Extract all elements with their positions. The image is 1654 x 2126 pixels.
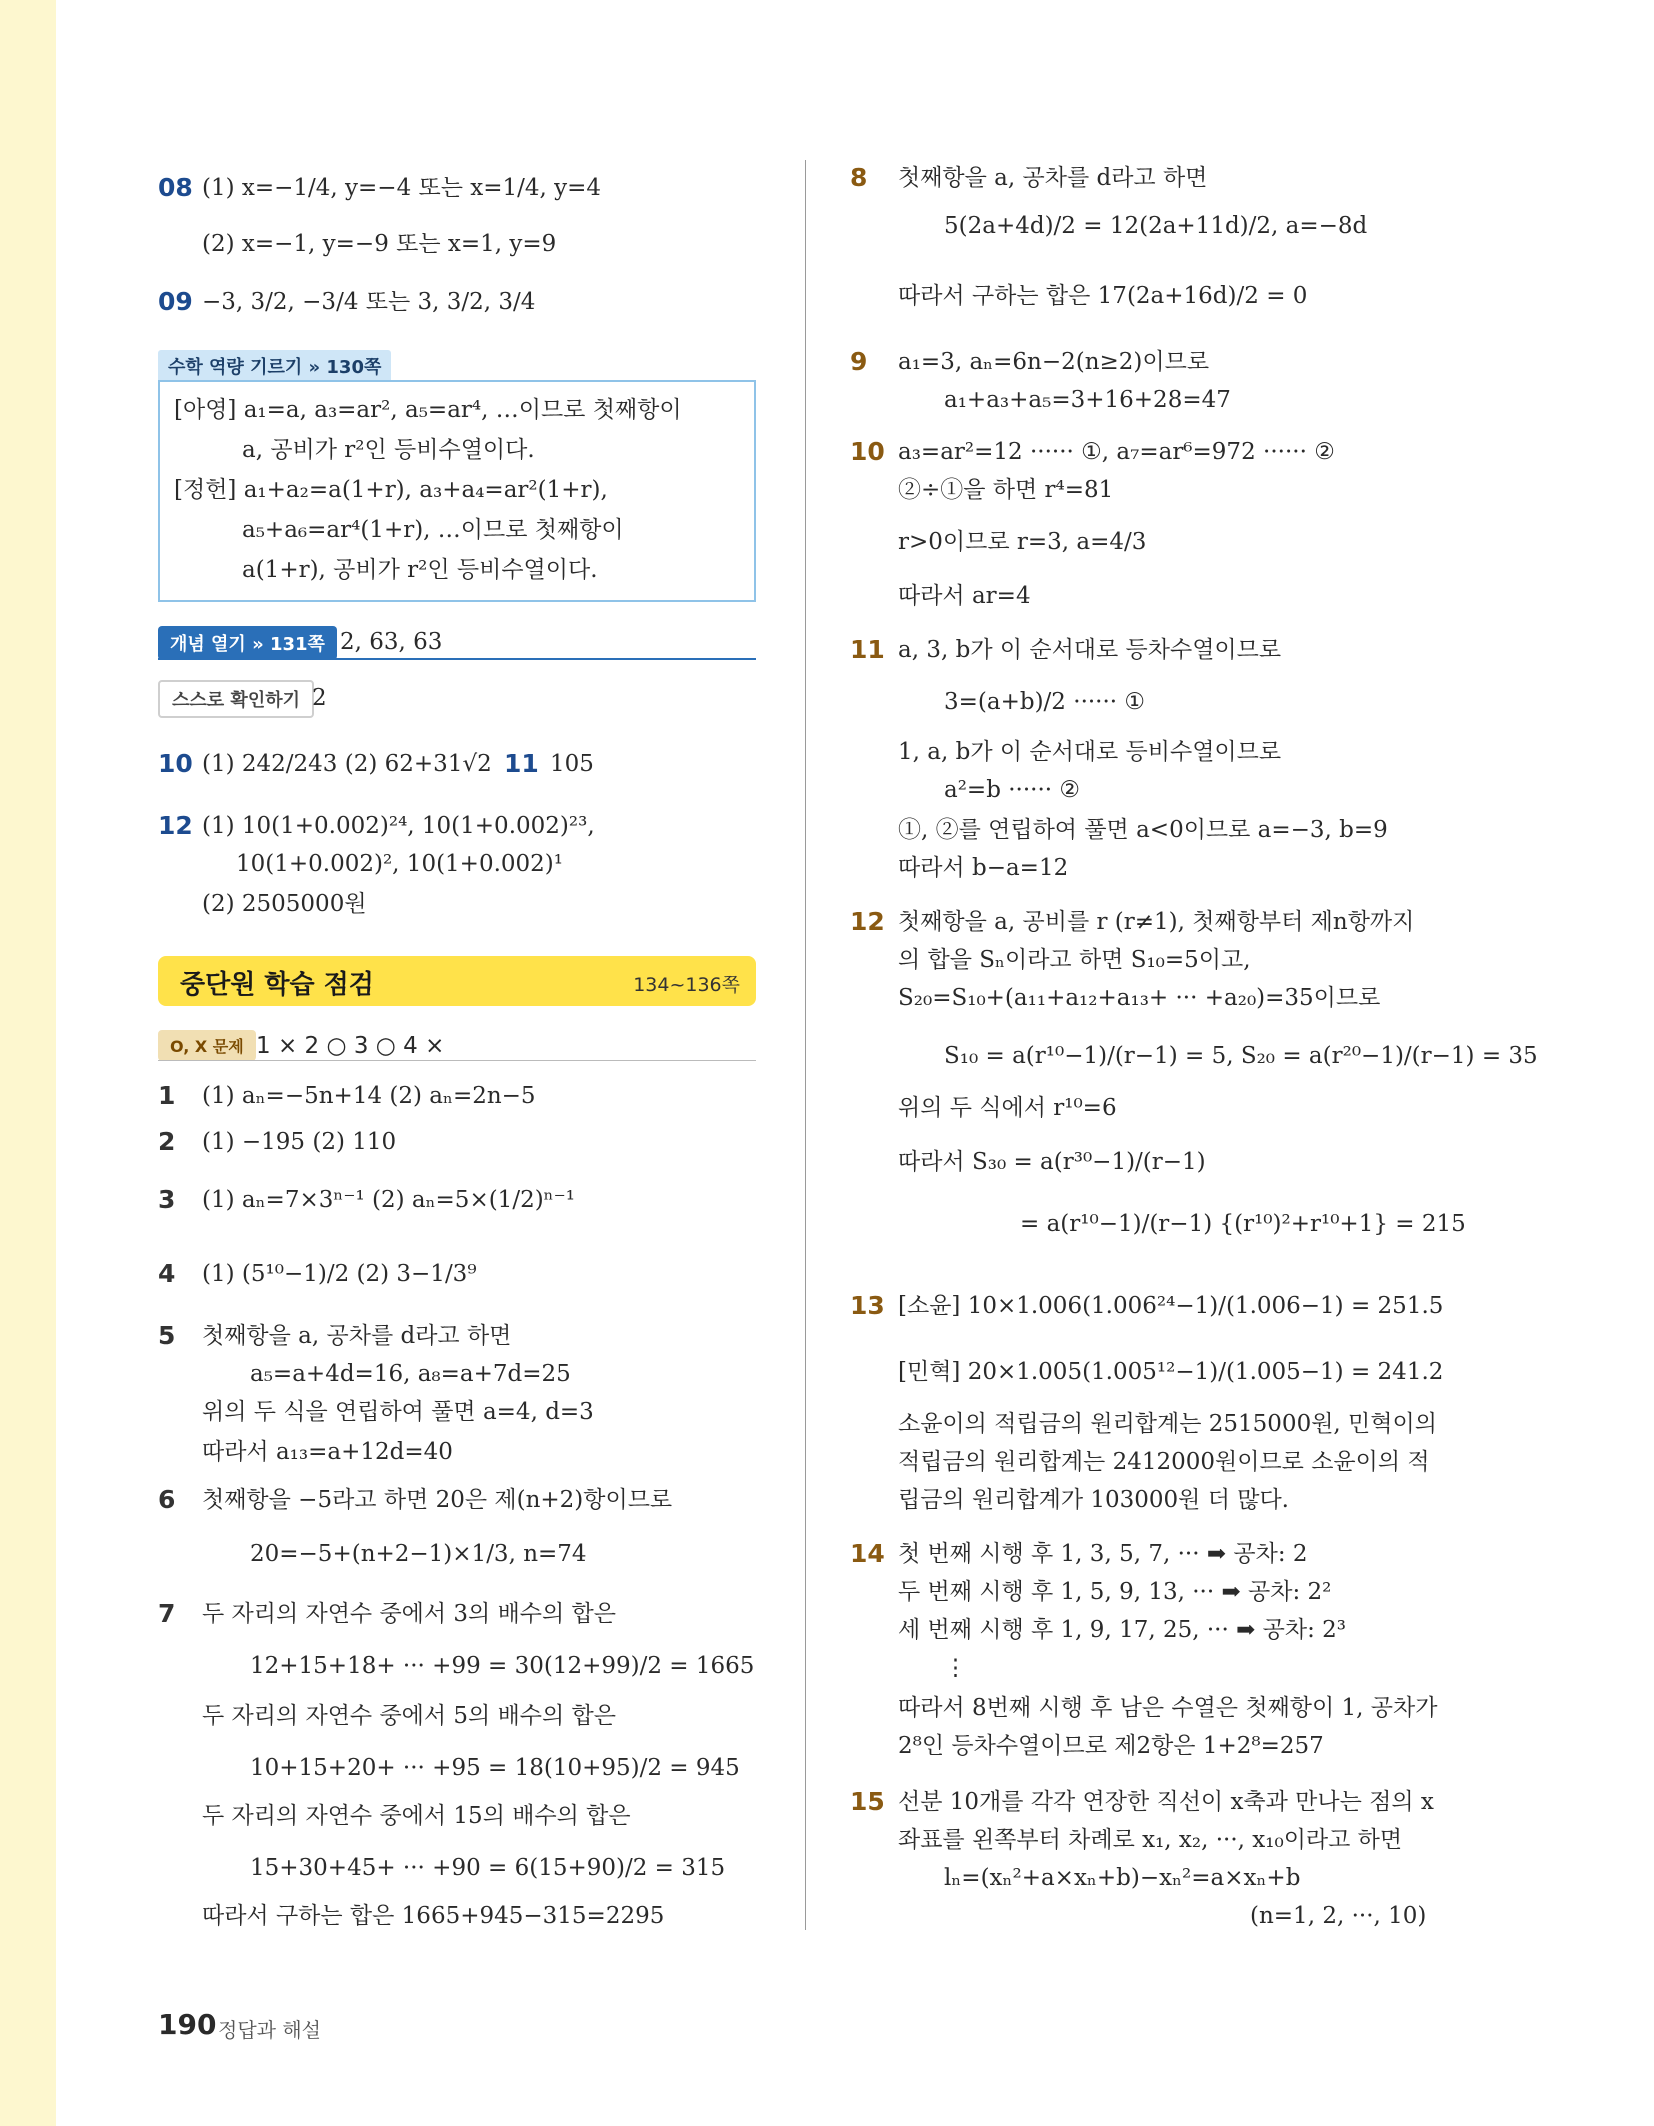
unit-review-banner [158, 956, 756, 1006]
r7-line: 두 자리의 자연수 중에서 3의 배수의 합은 [202, 1601, 616, 1627]
q11-text: 105 [550, 751, 594, 777]
r2-number: 2 [158, 1127, 176, 1156]
q12-number: 12 [158, 811, 193, 840]
q09-line1: −3, 3/2, −3/4 또는 3, 3/2, 3/4 [202, 289, 536, 315]
r7-line: 15+30+45+ ··· +90 = 6(15+90)/2 = 315 [250, 1855, 726, 1881]
r8-number: 8 [850, 163, 868, 192]
r13-line: [소윤] 10×1.006(1.006²⁴−1)/(1.006−1) = 251.5 [898, 1293, 1444, 1319]
competency-line: a, 공비가 r²인 등비수열이다. [242, 437, 535, 463]
footer-label: 정답과 해설 [218, 2018, 321, 2042]
r14-line: 세 번째 시행 후 1, 9, 17, 25, ··· ➡ 공차: 2³ [898, 1617, 1347, 1643]
r9-line: a₁=3, aₙ=6n−2(n≥2)이므로 [898, 349, 1210, 375]
r4-number: 4 [158, 1259, 176, 1288]
ox-underline [158, 1060, 756, 1061]
competency-box [158, 380, 756, 602]
r12-line: = a(r¹⁰−1)/(r−1) {(r¹⁰)²+r¹⁰+1} = 215 [1020, 1211, 1466, 1237]
r4-text: (1) (5¹⁰−1)/2 (2) 3−1/3⁹ [202, 1261, 477, 1287]
r7-line: 12+15+18+ ··· +99 = 30(12+99)/2 = 1665 [250, 1653, 755, 1679]
unit-review-pages: 134~136쪽 [633, 974, 740, 996]
r3-number: 3 [158, 1185, 176, 1214]
r2-text: (1) −195 (2) 110 [202, 1129, 397, 1155]
r8-line: 첫째항을 a, 공차를 d라고 하면 [898, 165, 1208, 191]
r5-line: 위의 두 식을 연립하여 풀면 a=4, d=3 [202, 1399, 594, 1425]
r11-line: ①, ②를 연립하여 풀면 a<0이므로 a=−3, b=9 [898, 817, 1388, 843]
r10-line: 따라서 ar=4 [898, 583, 1031, 609]
r14-line: ⋮ [944, 1655, 967, 1681]
q12-line3: (2) 2505000원 [202, 891, 367, 917]
r11-line: a²=b ······ ② [944, 777, 1081, 803]
q09-number: 09 [158, 287, 193, 316]
r7-number: 7 [158, 1599, 176, 1628]
r8-line: 5(2a+4d)/2 = 12(2a+11d)/2, a=−8d [944, 213, 1368, 239]
r9-number: 9 [850, 347, 868, 376]
r7-line: 두 자리의 자연수 중에서 15의 배수의 합은 [202, 1803, 631, 1829]
r15-line: 좌표를 왼쪽부터 차례로 x₁, x₂, ···, x₁₀이라고 하면 [898, 1827, 1403, 1853]
concept-answer: 2, 63, 63 [340, 629, 443, 655]
r7-line: 따라서 구하는 합은 1665+945−315=2295 [202, 1903, 665, 1929]
q12-line2: 10(1+0.002)², 10(1+0.002)¹ [236, 851, 563, 877]
competency-line: [아영] a₁=a, a₃=ar², a₅=ar⁴, …이므로 첫째항이 [174, 397, 682, 423]
r12-line: 첫째항을 a, 공비를 r (r≠1), 첫째항부터 제n항까지 [898, 909, 1415, 935]
r5-line: 첫째항을 a, 공차를 d라고 하면 [202, 1323, 512, 1349]
page-number: 190 [158, 2008, 217, 2041]
r13-line: 적립금의 원리합계는 2412000원이므로 소윤이의 적 [898, 1449, 1430, 1475]
page-side-strip [0, 0, 56, 2126]
competency-line: a₅+a₆=ar⁴(1+r), …이므로 첫째항이 [242, 517, 624, 543]
r5-line: a₅=a+4d=16, a₈=a+7d=25 [250, 1361, 571, 1387]
r10-line: r>0이므로 r=3, a=4/3 [898, 529, 1147, 555]
competency-line: a(1+r), 공비가 r²인 등비수열이다. [242, 557, 598, 583]
r7-line: 두 자리의 자연수 중에서 5의 배수의 합은 [202, 1703, 616, 1729]
r11-line: 따라서 b−a=12 [898, 855, 1069, 881]
r11-line: a, 3, b가 이 순서대로 등차수열이므로 [898, 637, 1282, 663]
q08-number: 08 [158, 173, 193, 202]
r14-line: 따라서 8번째 시행 후 남은 수열은 첫째항이 1, 공차가 [898, 1695, 1438, 1721]
r13-line: 립금의 원리합계가 103000원 더 많다. [898, 1487, 1289, 1513]
r14-line: 2⁸인 등차수열이므로 제2항은 1+2⁸=257 [898, 1733, 1324, 1759]
r14-line: 두 번째 시행 후 1, 5, 9, 13, ··· ➡ 공차: 2² [898, 1579, 1332, 1605]
r9-line: a₁+a₃+a₅=3+16+28=47 [944, 387, 1231, 413]
r10-number: 10 [850, 437, 885, 466]
r11-number: 11 [850, 635, 885, 664]
r13-line: 소윤이의 적립금의 원리합계는 2515000원, 민혁이의 [898, 1411, 1437, 1437]
r15-line: (n=1, 2, ···, 10) [1250, 1903, 1427, 1929]
ox-answers: 1 × 2 ○ 3 ○ 4 × [256, 1033, 445, 1059]
r12-line: 의 합을 Sₙ이라고 하면 S₁₀=5이고, [898, 947, 1251, 973]
r12-line: S₁₀ = a(r¹⁰−1)/(r−1) = 5, S₂₀ = a(r²⁰−1)/(r−1) = 35 [944, 1043, 1538, 1069]
r11-line: 3=(a+b)/2 ······ ① [944, 689, 1146, 715]
r13-line: [민혁] 20×1.005(1.005¹²−1)/(1.005−1) = 241.2 [898, 1359, 1444, 1385]
r3-text: (1) aₙ=7×3ⁿ⁻¹ (2) aₙ=5×(1/2)ⁿ⁻¹ [202, 1187, 575, 1213]
self-check-tab: 스스로 확인하기 [158, 680, 314, 718]
self-check-answer: 2 [312, 685, 327, 711]
r11-line: 1, a, b가 이 순서대로 등비수열이므로 [898, 739, 1282, 765]
r15-line: 선분 10개를 각각 연장한 직선이 x축과 만나는 점의 x [898, 1789, 1434, 1815]
r8-line: 따라서 구하는 합은 17(2a+16d)/2 = 0 [898, 283, 1308, 309]
r15-number: 15 [850, 1787, 885, 1816]
r6-line: 20=−5+(n+2−1)×1/3, n=74 [250, 1541, 587, 1567]
competency-line: [정헌] a₁+a₂=a(1+r), a₃+a₄=ar²(1+r), [174, 477, 608, 503]
r10-line: ②÷①을 하면 r⁴=81 [898, 477, 1114, 503]
q11-number: 11 [504, 749, 539, 778]
r13-number: 13 [850, 1291, 885, 1320]
r7-line: 10+15+20+ ··· +95 = 18(10+95)/2 = 945 [250, 1755, 740, 1781]
r6-line: 첫째항을 −5라고 하면 20은 제(n+2)항이므로 [202, 1487, 673, 1513]
competency-tab: 수학 역량 기르기 » 130쪽 [158, 350, 391, 382]
r12-line: 위의 두 식에서 r¹⁰=6 [898, 1095, 1117, 1121]
q10-text: (1) 242/243 (2) 62+31√2 [202, 751, 492, 777]
q08-line2: (2) x=−1, y=−9 또는 x=1, y=9 [202, 231, 557, 257]
r1-number: 1 [158, 1081, 176, 1110]
q10-number: 10 [158, 749, 193, 778]
r6-number: 6 [158, 1485, 176, 1514]
concept-tab: 개념 열기 » 131쪽 [158, 626, 337, 660]
q08-line1: (1) x=−1/4, y=−4 또는 x=1/4, y=4 [202, 175, 602, 201]
ox-tag: O, X 문제 [158, 1030, 256, 1061]
r14-number: 14 [850, 1539, 885, 1568]
concept-underline [158, 658, 756, 660]
r5-number: 5 [158, 1321, 176, 1350]
r14-line: 첫 번째 시행 후 1, 3, 5, 7, ··· ➡ 공차: 2 [898, 1541, 1308, 1567]
r12-number: 12 [850, 907, 885, 936]
r12-line: 따라서 S₃₀ = a(r³⁰−1)/(r−1) [898, 1149, 1206, 1175]
r15-line: lₙ=(xₙ²+a×xₙ+b)−xₙ²=a×xₙ+b [944, 1865, 1301, 1891]
unit-review-title: 중단원 학습 점검 [180, 970, 374, 1000]
r1-text: (1) aₙ=−5n+14 (2) aₙ=2n−5 [202, 1083, 536, 1109]
column-divider [805, 160, 806, 1930]
r10-line: a₃=ar²=12 ······ ①, a₇=ar⁶=972 ······ ② [898, 439, 1335, 465]
r12-line: S₂₀=S₁₀+(a₁₁+a₁₂+a₁₃+ ··· +a₂₀)=35이므로 [898, 985, 1381, 1011]
r5-line: 따라서 a₁₃=a+12d=40 [202, 1439, 453, 1465]
q12-line1: (1) 10(1+0.002)²⁴, 10(1+0.002)²³, [202, 813, 595, 839]
